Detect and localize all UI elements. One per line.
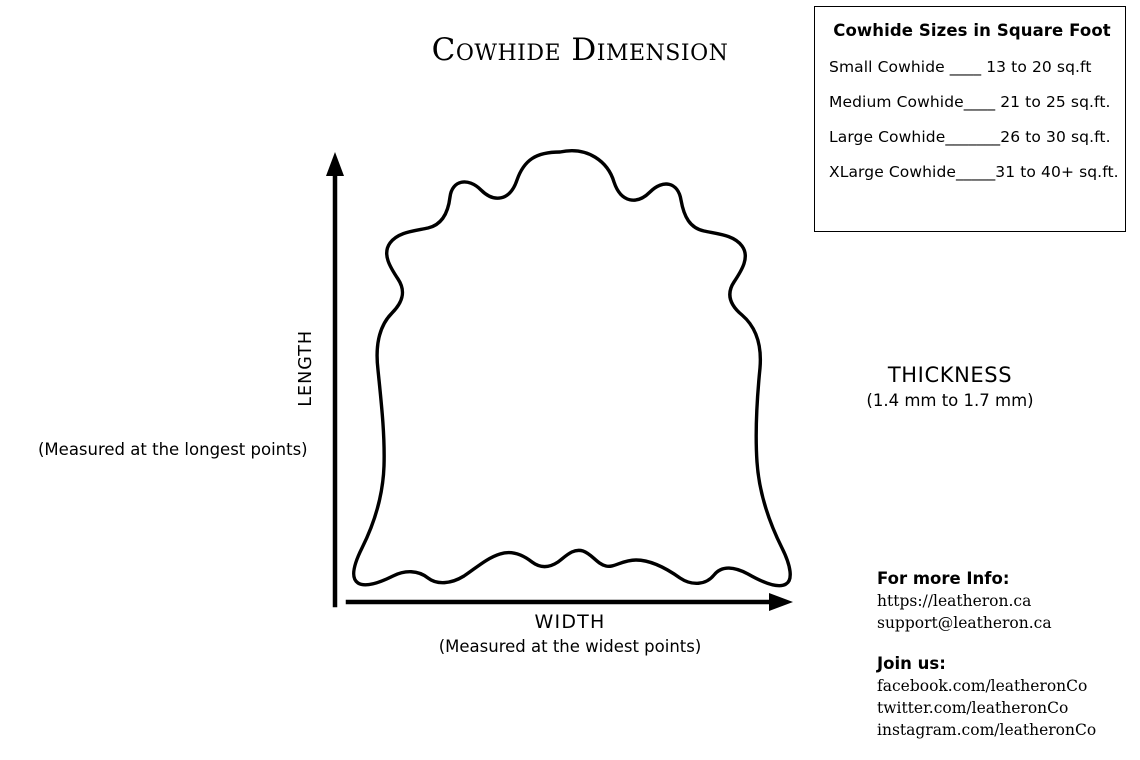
website-link[interactable]: https://leatheron.ca (877, 592, 1032, 611)
page-title: Cowhide Dimension (431, 32, 729, 68)
facebook-link[interactable]: facebook.com/leatheronCo (877, 677, 1088, 696)
twitter-link[interactable]: twitter.com/leatheronCo (877, 699, 1069, 718)
join-us-heading: Join us: (877, 654, 946, 673)
contact-info-heading: For more Info: (877, 569, 1010, 588)
instagram-link[interactable]: instagram.com/leatheronCo (877, 721, 1097, 740)
size-legend-heading: Cowhide Sizes in Square Foot (833, 21, 1111, 40)
length-axis-arrow (326, 152, 344, 605)
length-axis-note: (Measured at the longest points) (38, 440, 308, 459)
size-legend-row-medium: Medium Cowhide____ 21 to 25 sq.ft. (829, 93, 1111, 111)
social-links-block (877, 652, 1096, 741)
size-legend-row-xlarge: XLarge Cowhide_____31 to 40+ sq.ft. (829, 163, 1119, 181)
contact-info-block (877, 567, 1052, 634)
width-axis-arrow (348, 593, 793, 611)
thickness-label: THICKNESS (887, 363, 1013, 387)
width-axis-label: WIDTH (534, 611, 606, 633)
email-link[interactable]: support@leatheron.ca (877, 614, 1052, 633)
size-legend-row-large: Large Cowhide_______26 to 30 sq.ft. (829, 128, 1111, 146)
length-axis-label: LENGTH (296, 330, 316, 407)
thickness-block (820, 363, 1080, 410)
size-legend-row-small: Small Cowhide ____ 13 to 20 sq.ft (829, 58, 1092, 76)
cowhide-outline (354, 151, 791, 586)
width-axis-note: (Measured at the widest points) (438, 637, 702, 656)
thickness-value: (1.4 mm to 1.7 mm) (866, 391, 1034, 410)
